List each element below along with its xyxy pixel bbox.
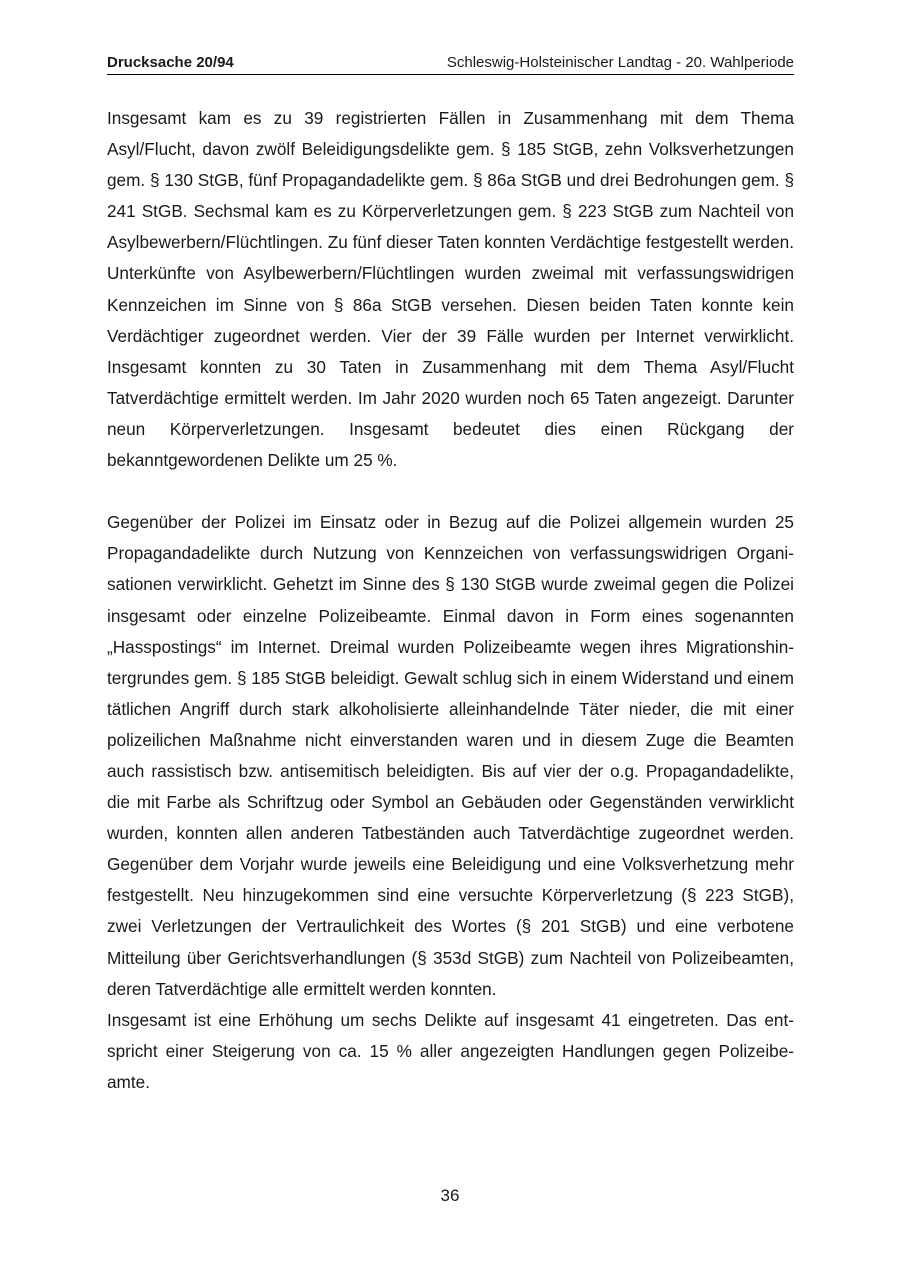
- paragraph-polizei: Gegenüber der Polizei im Einsatz oder in Bezug auf die Polizei allgemein wurden 25 Propagandadelikte durch Nutzung von Kennzeichen von verfassungswidrigen Organisationen verwirklicht. Gehetzt im Sinne des § 130 StGB wurde zweimal gegen die Polizei insgesamt oder einzelne Polizeibeamte. Einmal davon in Form eines sogenannten „Hasspostings“ im Internet. Dreimal wurden Polizeibeamte wegen ihres Migrationshintergrundes gem. § 185 StGB beleidigt. Gewalt schlug sich in einem Widerstand und einem tätlichen Angriff durch stark alkoholisierte alleinhandelnde Täter nieder, die mit einer polizeilichen Maßnahme nicht einverstanden waren und in diesem Zuge die Beamten auch rassistisch bzw. antisemitisch beleidigten. Bis auf vier der o.g. Propagandadelikte, die mit Farbe als Schriftzug oder Symbol an Gebäuden oder Gegenständen verwirklicht wurden, konnten allen anderen Tatbeständen auch Tatverdächtige zugeordnet werden. Gegenüber dem Vorjahr wurde jeweils eine Beleidigung und eine Volksverhetzung mehr festgestellt. Neu hinzugekommen sind eine versuchte Körperverletzung (§ 223 StGB), zwei Verletzungen der Vertraulichkeit des Wortes (§ 201 StGB) und eine verbotene Mitteilung über Gerichtsverhandlungen (§ 353d StGB) zum Nachteil von Polizeibeamten, deren Tatverdächtige alle ermittelt werden konnten.: [107, 512, 794, 999]
- paragraph-summary: Insgesamt ist eine Erhöhung um sechs Delikte auf insgesamt 41 eingetreten. Das entspricht einer Steigerung von ca. 15 % aller angezeigten Handlungen gegen Polizeibeamte.: [107, 1009, 794, 1092]
- page-number: 36: [440, 1186, 460, 1205]
- document-body: [107, 103, 794, 1098]
- page-header: [107, 54, 794, 75]
- paragraph-asyl-flucht: Insgesamt kam es zu 39 registrierten Fällen in Zusammenhang mit dem Thema Asyl/Flucht, davon zwölf Beleidigungsdelikte gem. § 185 StGB, zehn Volksverhetzungen gem. § 130 StGB, fünf Propagandadelikte gem. § 86a StGB und drei Bedrohungen gem. § 241 StGB. Sechsmal kam es zu Körperverletzungen gem. § 223 StGB zum Nachteil von Asylbewerbern/Flüchtlingen. Zu fünf dieser Taten konnten Verdächtige festgestellt werden. Unterkünfte von Asylbewerbern/Flüchtlingen wurden zweimal mit verfassungswidrigen Kennzeichen im Sinne von § 86a StGB versehen. Diesen beiden Taten konnte kein Verdächtiger zugeordnet werden. Vier der 39 Fälle wurden per Internet verwirklicht. Insgesamt konnten zu 30 Taten in Zusammenhang mit dem Thema Asyl/Flucht Tatverdächtige ermittelt werden. Im Jahr 2020 wurden noch 65 Taten angezeigt. Darunter neun Körperverletzungen. Insgesamt bedeutet dies einen Rückgang der bekanntgewordenen Delikte um 25 %.: [107, 108, 794, 471]
- document-number: Drucksache 20/94: [107, 54, 234, 71]
- parliament-title: Schleswig-Holsteinischer Landtag - 20. Wahlperiode: [446, 54, 794, 71]
